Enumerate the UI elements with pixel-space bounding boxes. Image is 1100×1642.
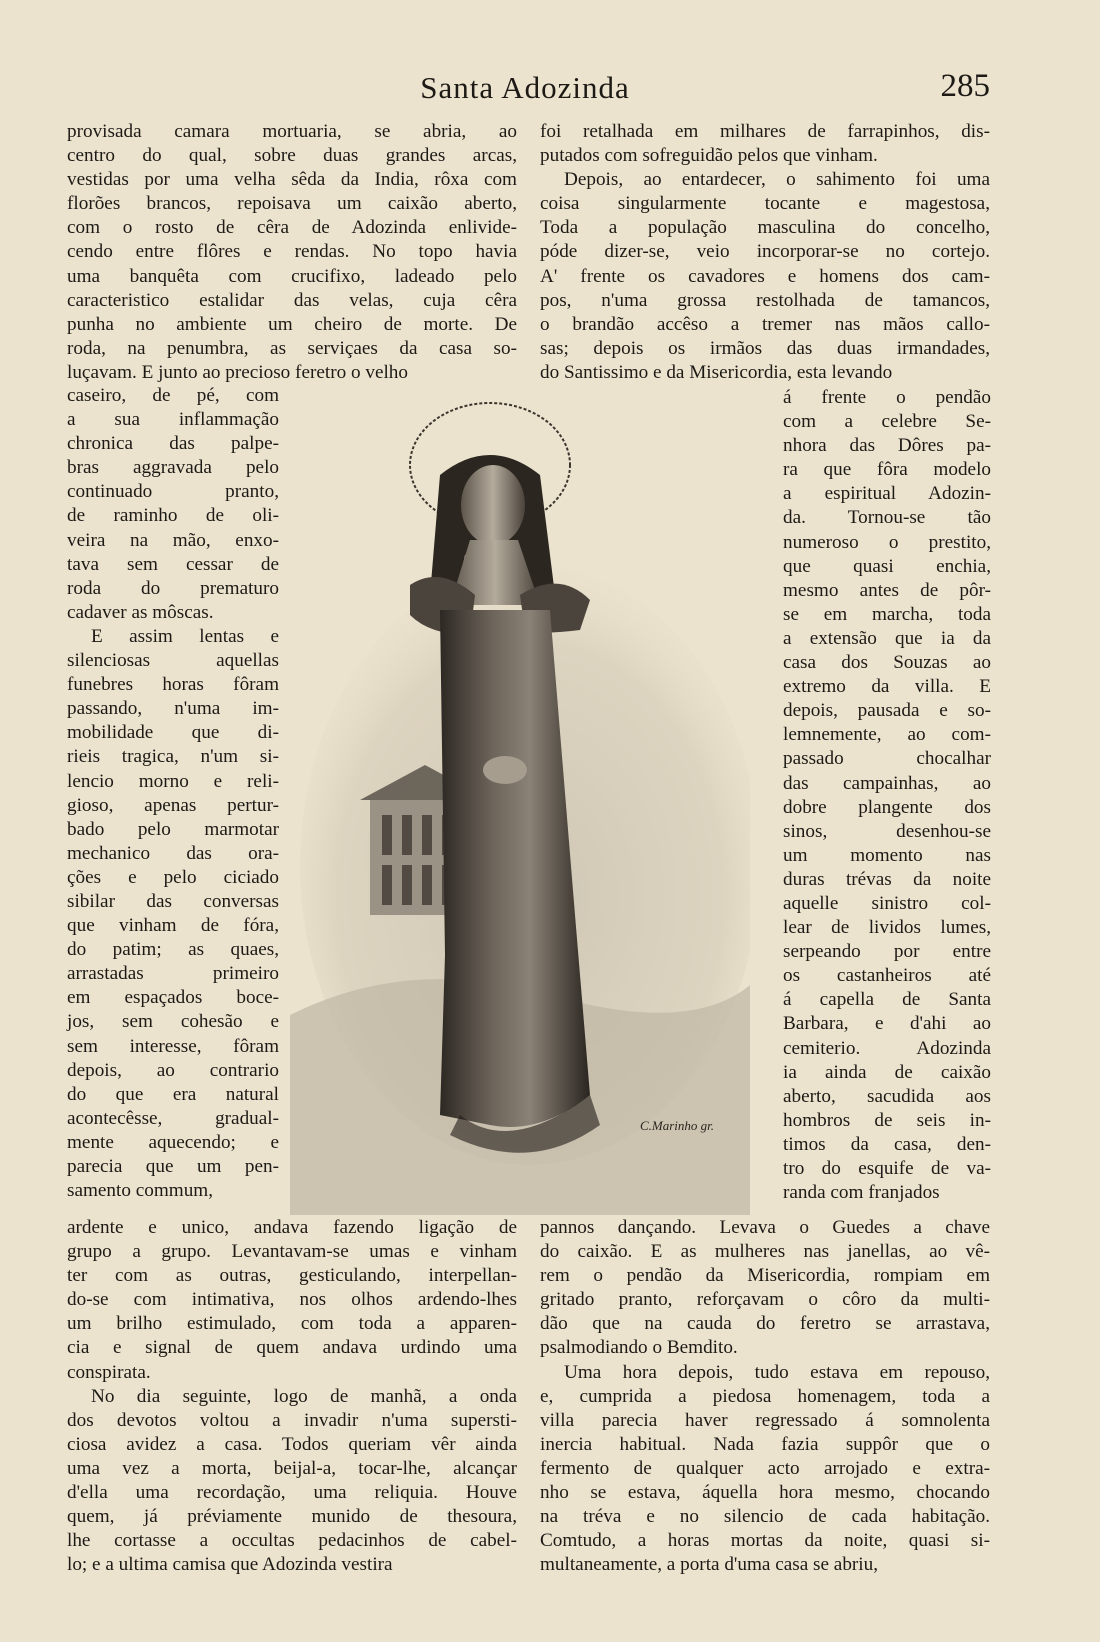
left-column-top	[67, 120, 517, 385]
text-line: pannos dançando. Levava o Guedes a chave	[540, 1217, 990, 1238]
text-line: No dia seguinte, logo de manhã, a onda	[91, 1385, 517, 1407]
text-line: inercia habitual. Nada fazia suppôr que o	[540, 1433, 990, 1455]
text-line: uma banquêta com crucifixo, ladeado pelo	[67, 265, 517, 287]
text-line: a espiritual Adozin-	[783, 483, 991, 505]
text-line: mechanico das ora-	[67, 842, 279, 864]
text-line: jos, sem cohesão e	[67, 1011, 279, 1033]
text-line: caracteristico estalidar das velas, cuja cêra	[67, 289, 517, 311]
left-column-bottom	[67, 1216, 517, 1577]
text-line: de raminho de oli-	[67, 505, 279, 527]
text-line: das campainhas, ao	[783, 772, 991, 794]
text-line: d'ella uma recordação, uma reliquia. Houve	[67, 1482, 517, 1504]
text-line: Depois, ao entardecer, o sahimento foi uma	[564, 169, 990, 191]
text-line: na tréva e no silencio de cada habitação.	[540, 1506, 990, 1528]
text-line: rieis tragica, n'um si-	[67, 746, 279, 768]
text-line: arrastadas primeiro	[67, 963, 279, 985]
text-line: do-se com intimativa, nos olhos ardendo-lhes	[67, 1289, 517, 1311]
text-line: casa dos Souzas ao	[783, 652, 991, 674]
text-line: ia ainda de caixão	[783, 1061, 991, 1083]
text-line: E assim lentas e	[91, 625, 279, 647]
text-line: duras trévas da noite	[783, 868, 991, 890]
text-line: a extensão que ia da	[783, 627, 991, 649]
text-line: randa com franjados	[783, 1182, 940, 1204]
text-line: ardente e unico, andava fazendo ligação de	[67, 1217, 517, 1238]
text-line: coisa singularmente tocante e magestosa,	[540, 193, 990, 215]
text-line: passado chocalhar	[783, 748, 991, 770]
text-line: os castanheiros até	[783, 965, 991, 987]
text-line: veira na mão, enxo-	[67, 529, 279, 551]
right-column-bottom	[540, 1216, 990, 1577]
text-line: roda do prematuro	[67, 577, 279, 599]
text-line: em espaçados boce-	[67, 987, 279, 1009]
text-line: sibilar das conversas	[67, 890, 279, 912]
right-column-top	[540, 120, 990, 385]
text-line: roda, na penumbra, as serviçaes da casa so-	[67, 337, 517, 359]
text-line: á frente o pendão	[783, 387, 991, 408]
text-line: psalmodiando o Bemdito.	[540, 1337, 738, 1359]
text-line: póde dizer-se, veio incorporar-se no cortejo.	[540, 241, 990, 263]
text-line: ter com as outras, gesticulando, interpellan-	[67, 1265, 517, 1287]
text-line: dos devotos voltou a invadir n'uma supersti-	[67, 1409, 517, 1431]
text-line: hombros de seis in-	[783, 1109, 991, 1131]
text-line: cadaver as môscas.	[67, 601, 214, 623]
text-line: tro do esquife de va-	[783, 1158, 991, 1179]
text-line: silenciosas aquellas	[67, 650, 279, 672]
text-line: punha no ambiente um cheiro de morte. De	[67, 313, 517, 335]
text-line: foi retalhada em milhares de farrapinhos, dis-	[540, 121, 990, 142]
right-column-narrow	[783, 386, 991, 1205]
text-line: com a celebre Se-	[783, 411, 991, 433]
text-line: o brandão accêso a tremer nas mãos callo-	[540, 313, 990, 335]
text-line: numeroso o prestito,	[783, 531, 991, 553]
text-line: timos da casa, den-	[783, 1133, 991, 1155]
text-line: um brilho estimulado, com toda a apparen-	[67, 1313, 517, 1335]
text-line: bado pelo marmotar	[67, 818, 279, 840]
text-line: rem o pendão da Misericordia, rompiam em	[540, 1265, 990, 1287]
text-line: lemnemente, ao com-	[783, 724, 991, 746]
text-line: do caixão. E as mulheres nas janellas, ao vê-	[540, 1241, 990, 1263]
text-line: á capella de Santa	[783, 989, 991, 1011]
text-line: continuado pranto,	[67, 481, 279, 503]
text-line: e, cumprida a piedosa homenagem, toda a	[540, 1385, 990, 1407]
left-column-narrow	[67, 384, 279, 1203]
text-line: depois, pausada e so-	[783, 700, 991, 722]
text-line: ções e pelo ciciado	[67, 866, 279, 888]
text-line: depois, ao contrario	[67, 1059, 279, 1081]
text-line: florões brancos, repoisava um caixão aberto,	[67, 193, 517, 215]
text-line: Comtudo, a horas mortas da noite, quasi si-	[540, 1530, 990, 1552]
text-line: mente aquecendo; e	[67, 1131, 279, 1153]
running-title: Santa Adozinda	[420, 70, 630, 105]
text-line: parecia que um pen-	[67, 1156, 279, 1177]
text-line: Toda a população masculina do concelho,	[540, 217, 990, 239]
text-line: caseiro, de pé, com	[67, 385, 279, 406]
text-line: mobilidade que di-	[67, 722, 279, 744]
text-line: Barbara, e d'ahi ao	[783, 1013, 991, 1035]
text-line: que quasi enchia,	[783, 555, 991, 577]
text-line: lear de lividos lumes,	[783, 917, 991, 939]
text-line: chronica das palpe-	[67, 433, 279, 455]
text-line: que vinham de fóra,	[67, 915, 279, 937]
page-number: 285	[940, 68, 990, 104]
face	[461, 465, 525, 545]
text-line: conspirata.	[67, 1361, 151, 1383]
text-line: mesmo antes de pôr-	[783, 579, 991, 601]
text-line: lencio morno e reli-	[67, 770, 279, 792]
text-line: ciosa avidez a casa. Todos queriam vêr ainda	[67, 1433, 517, 1455]
text-line: dão que na cauda do feretro se arrastava,	[540, 1313, 990, 1335]
saint-figure-illustration	[290, 395, 750, 1215]
text-line: um momento nas	[783, 844, 991, 866]
text-line: cia e signal de quem andava urdindo uma	[67, 1337, 517, 1359]
text-line: da. Tornou-se tão	[783, 507, 991, 529]
text-line: villa parecia haver regressado á somnolenta	[540, 1409, 990, 1431]
text-line: gioso, apenas pertur-	[67, 794, 279, 816]
text-line: lo; e a ultima camisa que Adozinda vestira	[67, 1554, 393, 1576]
text-line: se em marcha, toda	[783, 603, 991, 625]
text-line: acontecêsse, gradual-	[67, 1107, 279, 1129]
text-line: nho se estava, áquella hora mesmo, chocando	[540, 1482, 990, 1504]
text-line: Uma hora depois, tudo estava em repouso,	[564, 1361, 990, 1383]
text-line: do patim; as quaes,	[67, 939, 279, 961]
text-line: samento commum,	[67, 1180, 214, 1202]
text-line: ra que fôra modelo	[783, 459, 991, 481]
text-line: grupo a grupo. Levantavam-se umas e vinham	[67, 1241, 517, 1263]
text-line: vestidas por uma velha sêda da India, rôxa com	[67, 169, 517, 191]
text-line: multaneamente, a porta d'uma casa se abriu,	[540, 1554, 879, 1576]
text-line: dobre plangente dos	[783, 796, 991, 818]
text-line: do Santissimo e da Misericordia, esta levando	[540, 361, 893, 383]
text-line: serpeando por entre	[783, 941, 991, 963]
text-line: lhe cortasse a occultas pedacinhos de cabel-	[67, 1530, 517, 1552]
text-line: nhora das Dôres pa-	[783, 435, 991, 457]
text-line: com o rosto de cêra de Adozinda enlivide-	[67, 217, 517, 239]
text-line: funebres horas fôram	[67, 674, 279, 696]
text-line: gritado pranto, reforçavam o côro da multi-	[540, 1289, 990, 1311]
text-line: A' frente os cavadores e homens dos cam-	[540, 265, 990, 287]
text-line: aquelle sinistro col-	[783, 892, 991, 914]
text-line: luçavam. E junto ao precioso feretro o velho	[67, 361, 408, 383]
text-line: fermento de qualquer acto arrojado e extra-	[540, 1457, 990, 1479]
engraver-signature: C.Marinho gr.	[640, 1118, 715, 1133]
text-line: sem interesse, fôram	[67, 1035, 279, 1057]
text-line: centro do qual, sobre duas grandes arcas,	[67, 145, 517, 167]
text-line: aberto, sacudida aos	[783, 1085, 991, 1107]
text-line: do que era natural	[67, 1083, 279, 1105]
text-line: passando, n'uma im-	[67, 698, 279, 720]
text-line: tava sem cessar de	[67, 553, 279, 575]
text-line: cemiterio. Adozinda	[783, 1037, 991, 1059]
text-line: extremo da villa. E	[783, 676, 991, 698]
text-line: quem, já préviamente munido de thesoura,	[67, 1506, 517, 1528]
text-line: cendo entre flôres e rendas. No topo havia	[67, 241, 517, 263]
text-line: provisada camara mortuaria, se abria, ao	[67, 121, 517, 142]
text-line: a sua inflammação	[67, 409, 279, 431]
text-line: bras aggravada pelo	[67, 457, 279, 479]
text-line: pos, n'uma grossa restolhada de tamancos,	[540, 289, 990, 311]
text-line: putados com sofreguidão pelos que vinham.	[540, 145, 878, 167]
text-line: uma vez a morta, beijal-a, tocar-lhe, alcançar	[67, 1457, 517, 1479]
text-line: sas; depois os irmãos das duas irmandades,	[540, 337, 990, 359]
text-line: sinos, desenhou-se	[783, 820, 991, 842]
hands	[483, 756, 527, 784]
